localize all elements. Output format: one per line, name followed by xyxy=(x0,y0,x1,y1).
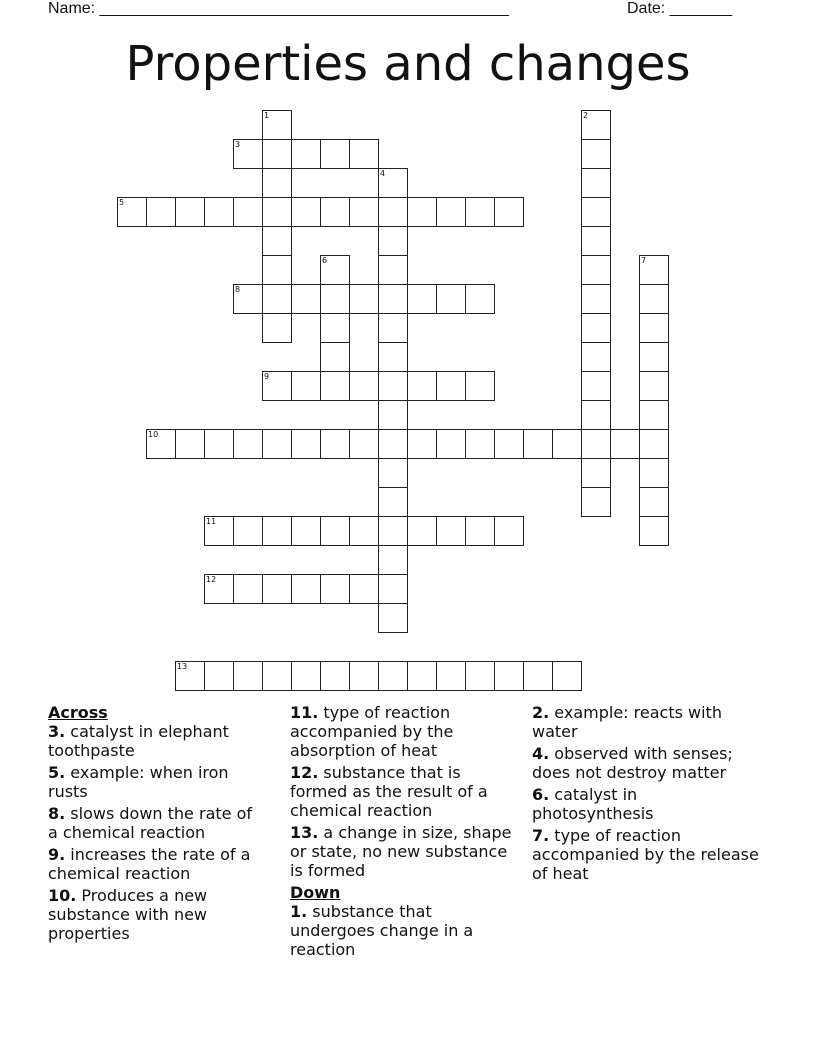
across-clue xyxy=(48,886,263,943)
cell-number: 4 xyxy=(380,169,386,178)
clue-number: 3. xyxy=(48,722,66,741)
date-blank[interactable]: _______ xyxy=(669,0,732,17)
grid-cell[interactable] xyxy=(581,458,611,488)
grid-cell[interactable] xyxy=(349,574,379,604)
grid-cell[interactable] xyxy=(581,400,611,430)
grid-cell[interactable] xyxy=(436,516,466,546)
clue-number: 1. xyxy=(290,902,308,921)
cell-number: 7 xyxy=(641,256,647,265)
grid-cell[interactable] xyxy=(349,284,379,314)
grid-cell[interactable] xyxy=(262,139,292,169)
clue-text: increases the rate of a chemical reaction xyxy=(48,845,251,883)
grid-cell[interactable] xyxy=(233,661,263,691)
grid-cell[interactable] xyxy=(378,284,408,314)
grid-cell[interactable] xyxy=(581,284,611,314)
clue-number: 12. xyxy=(290,763,319,782)
grid-cell[interactable] xyxy=(494,516,524,546)
clue-number: 9. xyxy=(48,845,66,864)
grid-cell[interactable] xyxy=(639,342,669,372)
grid-cell[interactable] xyxy=(320,371,350,401)
cell-number: 12 xyxy=(206,575,217,584)
grid-cell[interactable] xyxy=(233,516,263,546)
grid-cell[interactable] xyxy=(436,661,466,691)
across-clue xyxy=(48,804,263,842)
across-clue xyxy=(48,763,263,801)
grid-cell[interactable] xyxy=(639,371,669,401)
grid-cell[interactable] xyxy=(581,255,611,285)
grid-cell[interactable] xyxy=(523,429,553,459)
grid-cell[interactable] xyxy=(407,197,437,227)
grid-cell[interactable] xyxy=(465,661,495,691)
grid-cell[interactable] xyxy=(291,429,321,459)
grid-cell[interactable] xyxy=(639,429,669,459)
grid-cell[interactable] xyxy=(407,429,437,459)
grid-cell[interactable] xyxy=(349,139,379,169)
cell-number: 13 xyxy=(177,662,188,671)
grid-cell[interactable] xyxy=(378,342,408,372)
grid-cell[interactable] xyxy=(494,429,524,459)
grid-cell[interactable] xyxy=(378,487,408,517)
grid-cell[interactable] xyxy=(262,661,292,691)
grid-cell[interactable] xyxy=(581,168,611,198)
grid-cell[interactable] xyxy=(291,516,321,546)
grid-cell[interactable] xyxy=(581,226,611,256)
grid-cell[interactable] xyxy=(378,168,408,198)
grid-cell[interactable] xyxy=(523,661,553,691)
cell-number: 11 xyxy=(206,517,217,526)
grid-cell[interactable] xyxy=(349,429,379,459)
grid-cell[interactable] xyxy=(262,110,292,140)
clue-text: catalyst in elephant toothpaste xyxy=(48,722,229,760)
grid-cell[interactable] xyxy=(552,661,582,691)
grid-cell[interactable] xyxy=(204,516,234,546)
cell-number: 8 xyxy=(235,285,241,294)
across-clue xyxy=(48,845,263,883)
grid-cell[interactable] xyxy=(639,255,669,285)
grid-cell[interactable] xyxy=(581,342,611,372)
grid-cell[interactable] xyxy=(117,197,147,227)
clue-text: observed with senses; does not destroy matter xyxy=(532,744,733,782)
grid-cell[interactable] xyxy=(320,197,350,227)
grid-cell[interactable] xyxy=(639,516,669,546)
grid-cell[interactable] xyxy=(581,139,611,169)
cell-number: 3 xyxy=(235,140,241,149)
clue-number: 2. xyxy=(532,703,550,722)
cell-number: 6 xyxy=(322,256,328,265)
grid-cell[interactable] xyxy=(291,371,321,401)
page-title: Properties and changes xyxy=(125,36,691,92)
grid-cell[interactable] xyxy=(262,284,292,314)
grid-cell[interactable] xyxy=(378,574,408,604)
grid-cell[interactable] xyxy=(349,516,379,546)
grid-cell[interactable] xyxy=(320,429,350,459)
grid-cell[interactable] xyxy=(639,313,669,343)
grid-cell[interactable] xyxy=(262,197,292,227)
name-blank[interactable]: ______________________________________________ xyxy=(99,0,509,17)
grid-cell[interactable] xyxy=(291,661,321,691)
grid-cell[interactable] xyxy=(378,429,408,459)
grid-cell[interactable] xyxy=(407,371,437,401)
grid-cell[interactable] xyxy=(639,284,669,314)
grid-cell[interactable] xyxy=(320,313,350,343)
grid-cell[interactable] xyxy=(320,255,350,285)
down-clue xyxy=(532,785,762,823)
grid-cell[interactable] xyxy=(291,139,321,169)
grid-cell[interactable] xyxy=(436,429,466,459)
grid-cell[interactable] xyxy=(378,400,408,430)
grid-cell[interactable] xyxy=(233,429,263,459)
grid-cell[interactable] xyxy=(291,574,321,604)
grid-cell[interactable] xyxy=(494,661,524,691)
grid-cell[interactable] xyxy=(407,284,437,314)
down-heading: Down xyxy=(290,883,341,902)
clue-number: 6. xyxy=(532,785,550,804)
grid-cell[interactable] xyxy=(581,110,611,140)
grid-cell[interactable] xyxy=(465,197,495,227)
grid-cell[interactable] xyxy=(291,284,321,314)
grid-cell[interactable] xyxy=(320,342,350,372)
grid-cell[interactable] xyxy=(175,661,205,691)
grid-cell[interactable] xyxy=(204,574,234,604)
clue-text: substance that is formed as the result of a chemical reaction xyxy=(290,763,488,820)
grid-cell[interactable] xyxy=(494,197,524,227)
grid-cell[interactable] xyxy=(320,516,350,546)
cell-number: 10 xyxy=(148,430,159,439)
grid-cell[interactable] xyxy=(233,197,263,227)
grid-cell[interactable] xyxy=(146,197,176,227)
name-label: Name: xyxy=(48,0,96,17)
grid-cell[interactable] xyxy=(204,197,234,227)
grid-cell[interactable] xyxy=(639,400,669,430)
clue-text: slows down the rate of a chemical reaction xyxy=(48,804,252,842)
clue-text: a change in size, shape or state, no new substance is formed xyxy=(290,823,512,880)
grid-cell[interactable] xyxy=(378,661,408,691)
grid-cell[interactable] xyxy=(552,429,582,459)
grid-cell[interactable] xyxy=(320,284,350,314)
grid-cell[interactable] xyxy=(262,255,292,285)
clue-number: 5. xyxy=(48,763,66,782)
cell-number: 1 xyxy=(264,111,270,120)
grid-cell[interactable] xyxy=(320,661,350,691)
grid-cell[interactable] xyxy=(581,429,611,459)
grid-cell[interactable] xyxy=(262,168,292,198)
grid-cell[interactable] xyxy=(262,574,292,604)
grid-cell[interactable] xyxy=(233,574,263,604)
grid-cell[interactable] xyxy=(639,458,669,488)
grid-cell[interactable] xyxy=(320,139,350,169)
grid-cell[interactable] xyxy=(378,371,408,401)
across-clue xyxy=(290,703,520,760)
clue-text: example: when iron rusts xyxy=(48,763,229,801)
clue-text: substance that undergoes change in a reaction xyxy=(290,902,474,959)
grid-cell[interactable] xyxy=(581,487,611,517)
grid-cell[interactable] xyxy=(407,661,437,691)
grid-cell[interactable] xyxy=(378,313,408,343)
clue-text: type of reaction accompanied by the release of heat xyxy=(532,826,759,883)
grid-cell[interactable] xyxy=(581,313,611,343)
down-clue xyxy=(532,744,762,782)
clue-number: 7. xyxy=(532,826,550,845)
grid-cell[interactable] xyxy=(581,197,611,227)
grid-cell[interactable] xyxy=(262,313,292,343)
across-clue xyxy=(290,763,520,820)
clue-number: 10. xyxy=(48,886,77,905)
grid-cell[interactable] xyxy=(581,371,611,401)
grid-cell[interactable] xyxy=(436,284,466,314)
across-heading: Across xyxy=(48,703,108,722)
grid-cell[interactable] xyxy=(349,197,379,227)
date-label: Date: xyxy=(627,0,666,17)
grid-cell[interactable] xyxy=(262,371,292,401)
cell-number: 2 xyxy=(583,111,589,120)
down-clue xyxy=(290,902,520,959)
grid-cell[interactable] xyxy=(204,661,234,691)
grid-cell[interactable] xyxy=(465,516,495,546)
grid-cell[interactable] xyxy=(146,429,176,459)
grid-cell[interactable] xyxy=(204,429,234,459)
grid-cell[interactable] xyxy=(465,371,495,401)
across-clues-col-1 xyxy=(48,703,263,946)
across-clue xyxy=(48,722,263,760)
grid-cell[interactable] xyxy=(320,574,350,604)
grid-cell[interactable] xyxy=(349,371,379,401)
grid-cell[interactable] xyxy=(378,545,408,575)
grid-cell[interactable] xyxy=(175,429,205,459)
clues-col-2 xyxy=(290,703,520,962)
grid-cell[interactable] xyxy=(610,429,640,459)
grid-cell[interactable] xyxy=(436,371,466,401)
grid-cell[interactable] xyxy=(465,429,495,459)
clue-text: example: reacts with water xyxy=(532,703,722,741)
grid-cell[interactable] xyxy=(349,661,379,691)
grid-cell[interactable] xyxy=(262,516,292,546)
grid-cell[interactable] xyxy=(378,603,408,633)
across-clue xyxy=(290,823,520,880)
grid-cell[interactable] xyxy=(639,487,669,517)
clue-number: 13. xyxy=(290,823,319,842)
cell-number: 5 xyxy=(119,198,125,207)
cell-number: 9 xyxy=(264,372,270,381)
grid-cell[interactable] xyxy=(465,284,495,314)
clue-number: 4. xyxy=(532,744,550,763)
down-clues-col-3 xyxy=(532,703,762,886)
grid-cell[interactable] xyxy=(378,458,408,488)
clue-number: 11. xyxy=(290,703,319,722)
grid-cell[interactable] xyxy=(378,226,408,256)
grid-cell[interactable] xyxy=(233,284,263,314)
grid-cell[interactable] xyxy=(262,226,292,256)
grid-cell[interactable] xyxy=(291,197,321,227)
clue-number: 8. xyxy=(48,804,66,823)
clue-text: Produces a new substance with new properties xyxy=(48,886,208,943)
down-clue xyxy=(532,703,762,741)
grid-cell[interactable] xyxy=(436,197,466,227)
grid-cell[interactable] xyxy=(378,197,408,227)
grid-cell[interactable] xyxy=(233,139,263,169)
grid-cell[interactable] xyxy=(378,516,408,546)
grid-cell[interactable] xyxy=(378,255,408,285)
clue-text: type of reaction accompanied by the absorption of heat xyxy=(290,703,454,760)
clue-text: catalyst in photosynthesis xyxy=(532,785,654,823)
down-clue xyxy=(532,826,762,883)
grid-cell[interactable] xyxy=(407,516,437,546)
grid-cell[interactable] xyxy=(175,197,205,227)
grid-cell[interactable] xyxy=(262,429,292,459)
